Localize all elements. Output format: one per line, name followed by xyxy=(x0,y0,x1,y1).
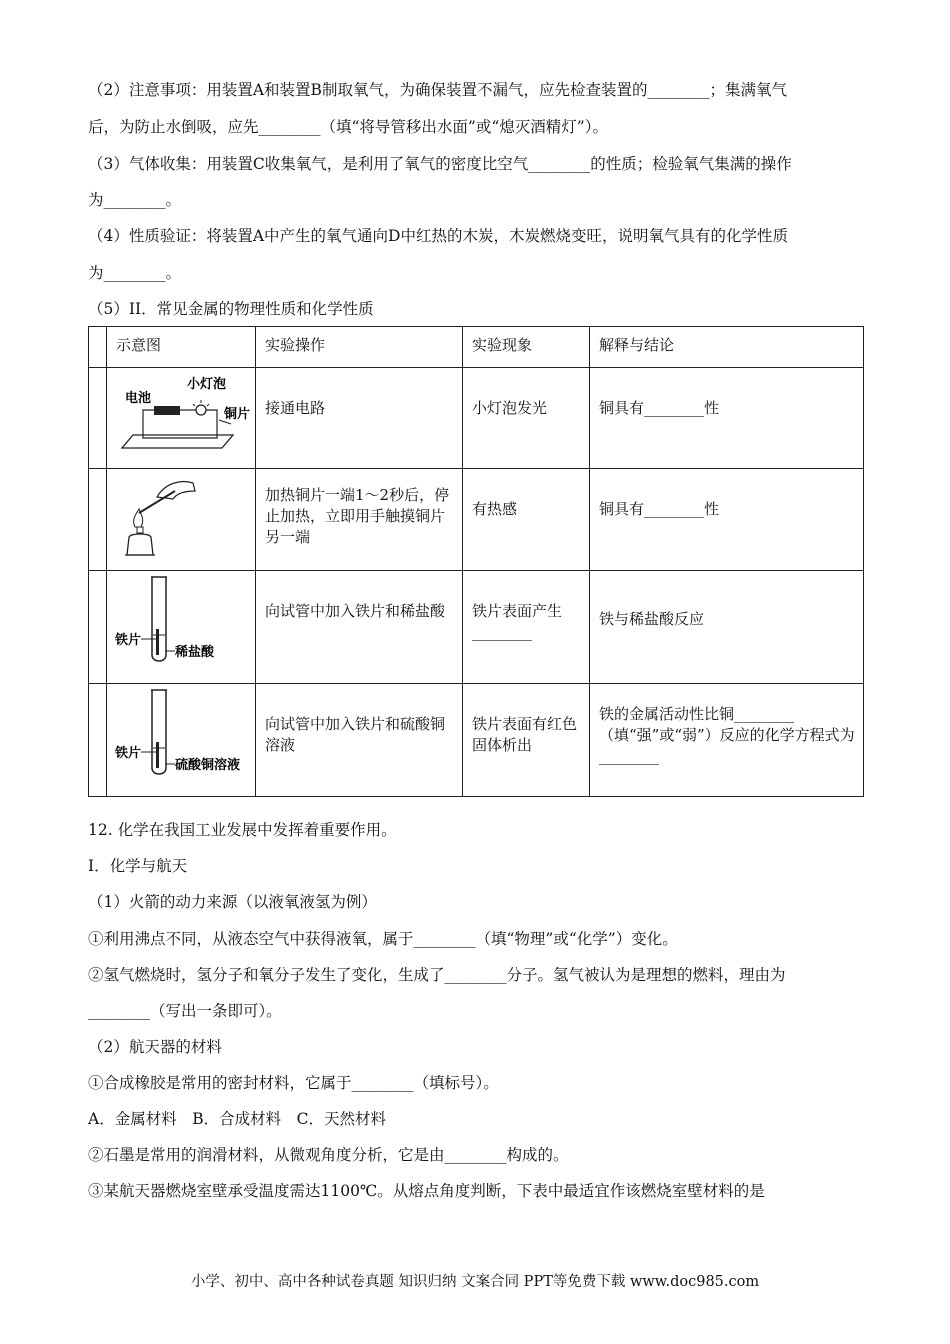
bulb-icon xyxy=(196,405,206,415)
q11-part5-heading: （5）II．常见金属的物理性质和化学性质 xyxy=(88,300,374,318)
row3-conclusion: 铁与稀盐酸反应 xyxy=(599,610,705,628)
row1-operation: 接通电路 xyxy=(265,399,326,417)
page-footer: 小学、初中、高中各种试卷真题 知识归纳 文案合同 PPT等免费下载 www.doc985.com xyxy=(190,1274,760,1290)
row2-operation: 加热铜片一端1～2秒后，停止加热，立即用手触摸铜片另一端 xyxy=(265,486,450,546)
q11-part2-line2: 后，为防止水倒吸，应先________（填“将导管移出水面”或“熄灭酒精灯”）。 xyxy=(88,118,608,136)
row4-operation: 向试管中加入铁片和硫酸铜溶液 xyxy=(265,715,446,754)
q11-part3-line1: （3）气体收集：用装置C收集氧气，是利用了氧气的密度比空气________的性质；检验氧气集满的操作 xyxy=(88,155,792,173)
hand-icon xyxy=(157,482,195,499)
q12-section1: I．化学与航天 xyxy=(88,857,188,875)
table-row xyxy=(89,571,864,684)
alcohol-lamp-icon xyxy=(127,534,153,555)
liquid-label: 硫酸铜溶液 xyxy=(175,758,241,773)
row2-phenomenon: 有热感 xyxy=(472,500,518,518)
q11-part4-line1: （4）性质验证：将装置A中产生的氧气通向D中红热的木炭，木炭燃烧变旺，说明氧气具有的化学性质 xyxy=(88,227,788,245)
q11-part3-line2: 为________。 xyxy=(88,191,182,209)
row3-operation: 向试管中加入铁片和稀盐酸 xyxy=(265,602,446,620)
q11-part2-line1: （2）注意事项：用装置A和装置B制取氧气，为确保装置不漏气，应先检查装置的________；集满氧气 xyxy=(88,81,787,99)
q12-sub2-item3: ③某航天器燃烧室壁承受温度需达1100℃。从熔点角度判断，下表中最适宜作该燃烧室壁材料的是 xyxy=(88,1182,765,1200)
q12-sub1-item2-line1: ②氢气燃烧时，氢分子和氧分子发生了变化，生成了________分子。氢气被认为是理想的燃料，理由为 xyxy=(88,966,786,984)
row1-phenomenon: 小灯泡发光 xyxy=(472,399,548,417)
iron-strip-icon xyxy=(156,742,159,768)
row1-conclusion: 铜具有________性 xyxy=(599,399,720,417)
q12-title: 12. 化学在我国工业发展中发挥着重要作用。 xyxy=(88,821,397,839)
row4-conclusion: 铁的金属活动性比铜________（填“强”或“弱”）反应的化学方程式为________ xyxy=(599,705,855,765)
copper-strip-icon xyxy=(139,491,175,513)
heating-diagram xyxy=(107,469,255,564)
q12-sub2-item1: ①合成橡胶是常用的密封材料，它属于________（填标号）。 xyxy=(88,1074,499,1092)
experiment-table xyxy=(88,326,864,797)
row3-phenomenon: 铁片表面产生________ xyxy=(472,602,563,641)
table-header-row xyxy=(89,327,864,368)
bulb-label: 小灯泡 xyxy=(187,377,227,392)
test-tube-hcl-diagram xyxy=(107,571,255,677)
header-diagram: 示意图 xyxy=(116,336,162,354)
q12-sub2: （2）航天器的材料 xyxy=(88,1038,222,1056)
header-conclusion: 解释与结论 xyxy=(599,336,675,354)
circuit-diagram xyxy=(107,368,255,462)
row2-conclusion: 铜具有________性 xyxy=(599,500,720,518)
q11-part4-line2: 为________。 xyxy=(88,264,182,282)
table-row xyxy=(89,469,864,571)
table-row xyxy=(89,368,864,469)
iron-strip-icon xyxy=(156,629,159,655)
battery-label: 电池 xyxy=(125,391,152,406)
liquid-label: 稀盐酸 xyxy=(175,645,215,660)
q12-sub2-item2: ②石墨是常用的润滑材料，从微观角度分析，它是由________构成的。 xyxy=(88,1146,569,1164)
copper-label: 铜片 xyxy=(224,407,251,422)
battery-icon xyxy=(154,406,180,415)
iron-label: 铁片 xyxy=(115,633,142,648)
q12-sub1-item1: ①利用沸点不同，从液态空气中获得液氧，属于________（填“物理”或“化学”）变化。 xyxy=(88,930,678,948)
q12-sub1: （1）火箭的动力来源（以液氧液氢为例） xyxy=(88,893,377,911)
copper-sheet-icon xyxy=(122,435,233,448)
q12-sub1-item2-line2: ________（写出一条即可）。 xyxy=(88,1002,282,1020)
row4-phenomenon: 铁片表面有红色固体析出 xyxy=(472,715,578,754)
table-row xyxy=(89,684,864,797)
header-operation: 实验操作 xyxy=(265,336,326,354)
header-phenomenon: 实验现象 xyxy=(472,336,533,354)
test-tube-cuso4-diagram xyxy=(107,684,255,790)
q12-sub2-options: A．金属材料 B．合成材料 C．天然材料 xyxy=(88,1110,386,1128)
iron-label: 铁片 xyxy=(115,746,142,761)
